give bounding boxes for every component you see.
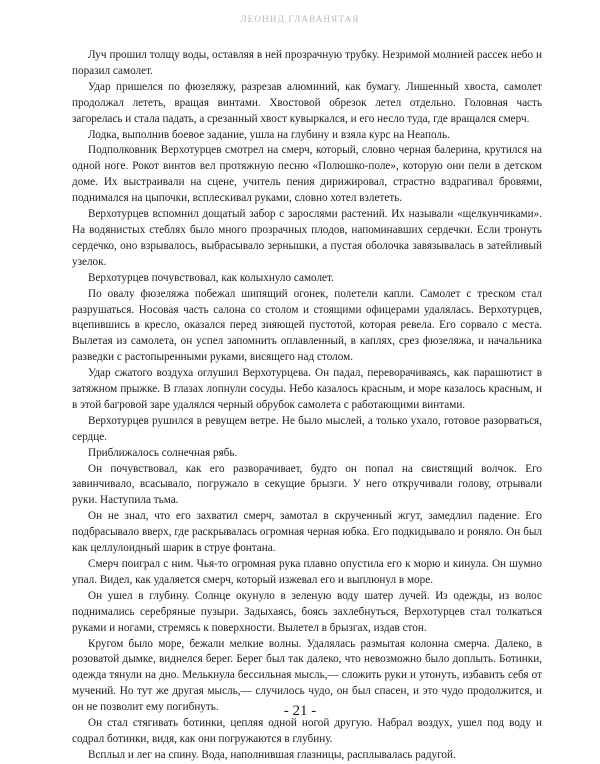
paragraph: Он стал стягивать ботинки, цепляя одной ногой другую. Набрал воздух, ушел под воду и содрал ботинки, видя, как они погружаются в глубину. <box>72 717 542 745</box>
paragraph: Верхотурцев вспомнил дощатый забор с зарослями растений. Их называли «щелкунчиками». На водянистых стеблях было много прозрачных плодов, напоминавших сердечки. Если тронуть сердечко, оно взрывалось, выбрасывало зернышки, а пустая оболочка завязывалась в затейливый узелок. <box>72 208 542 268</box>
page-number: - 21 - <box>283 703 317 719</box>
paragraph: Он почувствовал, как его разворачивает, будто он попал на свистящий волчок. Его завинчивало, всасывало, погружало в секущие брызги. У него откручивали голову, отрывали руки. Наступила тьма. <box>72 462 542 507</box>
paragraph: Приближалось солнечная рябь. <box>88 446 238 459</box>
paragraph: Он не знал, что его захватил смерч, замотал в скрученный жгут, замедлил падение. Его подбрасывало вверх, где раскрывалась огромная черная юбка. Его подкидывало и роняло. Он был как целлулоидный шарик в струе фонтана. <box>72 510 542 555</box>
paragraph: Всплыл и лег на спину. Вода, наполнившая глазницы, расплывалась радугой. <box>88 748 456 761</box>
paragraph: Удар пришелся по фюзеляжу, разрезав алюминий, как бумагу. Лишенный хвоста, самолет продолжал лететь, вращая винтами. Хвостовой обрезок летел отдельно. Головная часть загорелась и стала падать, а срезанный хвост кувыркался, и его несло туда, где вращался смерч. <box>72 80 542 125</box>
paragraph: Он ушел в глубину. Солнце окунуло в зеленую воду шатер лучей. Из одежды, из волос поднимались серебряные пузыри. Задыхаясь, боясь захлебнуться, Верхотурцев стал толкаться руками и ногами, стремясь к поверхности. Вылетел в брызгах, издав стон. <box>72 589 542 634</box>
paragraph: Подполковник Верхотурцев смотрел на смерч, который, словно черная балерина, крутился на одной ноге. Рокот винтов вел протяжную песню «Полюшко-поле», которую они пели в детском доме. Их выстраивали на сцене, учитель пения дирижировал, страстно вздрагивал бровями, поднимался на цыпочки, всплескивал руками, словно хотел взлететь. <box>72 144 542 205</box>
running-header: ЛЕОНИД ГЛАВАНЯТАЯ <box>240 14 360 24</box>
paragraph: Верхотурцев рушился в ревущем ветре. Не было мыслей, а только ухало, готовое разорваться, сердце. <box>72 414 542 443</box>
body-text <box>72 48 542 764</box>
paragraph: Верхотурцев почувствовал, как колыхнуло самолет. <box>88 271 334 284</box>
paragraph: Кругом было море, бежали мелкие волны. Удалялась размытая колонна смерча. Далеко, в розоватой дымке, виднелся берег. Берег был так далеко, что невозможно было доплыть. Ботинки, одежда тянули на дно. Мелькнула бессильная мысль,— сложить руки и утонуть, избавить себя от мучений. Но тут же другая мысль,— случилось чудо, он был спасен, и это чудо продолжится, и он не позволит ему погибнуть. <box>72 637 542 714</box>
paragraph: Лодка, выполнив боевое задание, ушла на глубину и взяла курс на Неаполь. <box>88 128 450 141</box>
paragraph: Удар сжатого воздуха оглушил Верхотурцева. Он падал, переворачиваясь, как парашютист в затяжном прыжке. В глазах лопнули сосуды. Небо казалось красным, и море казалось красным, и в этой багровой заре удалялся черный обрубок самолета с работающими винтами. <box>72 367 542 411</box>
paragraph: Смерч поиграл с ним. Чья-то огромная рука плавно опустила его к морю и кинула. Он шумно упал. Видел, как удаляется смерч, который изжевал его и выплюнул в море. <box>72 558 542 586</box>
paragraph: По овалу фюзеляжа побежал шипящий огонек, полетели капли. Самолет с треском стал разрушаться. Носовая часть салона со столом и стоящими офицерами удалялась. Верхотурцев, вцепившись в кресло, оказался перед зияющей пустотой, которая ревела. Его сорвало с места. Вылетая из самолета, он успел запомнить оплавленный, в каплях, срез фюзеляжа, и начальника разведки с растопыренными руками, висящего над столом. <box>72 287 542 364</box>
paragraph: Луч прошил толщу воды, оставляя в ней прозрачную трубку. Незримой молнией рассек небо и поразил самолет. <box>72 49 542 77</box>
